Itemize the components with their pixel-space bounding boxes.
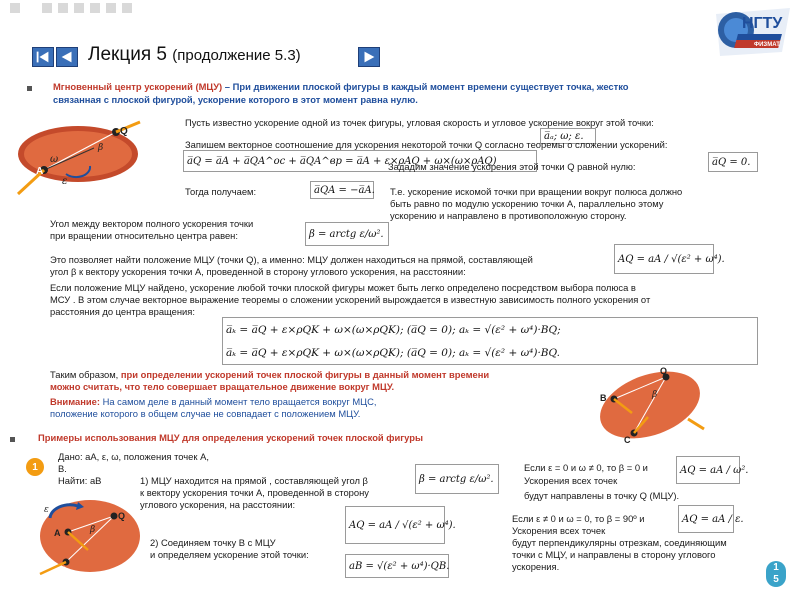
case2-line-1: Если ε ≠ 0 и ω = 0, то β = 90º и <box>512 513 645 524</box>
formula-example-AQ: AQ = aA / √(ε² + ω⁴). <box>345 506 445 544</box>
label-B: B <box>60 565 67 575</box>
given-line-1: Дано: aA, ε, ω, положения точек А, <box>58 451 209 462</box>
label-Q: Q <box>660 366 668 376</box>
text-position-line-2: угол β к вектору ускорения точки А, проведенной в сторону углового ускорения, на расстоянии: <box>50 266 466 277</box>
text-angle-line-1: Угол между вектором полного ускорения точки <box>50 218 254 229</box>
label-beta: β <box>652 390 658 400</box>
text-ie-line-1: Т.е. ускорение искомой точки при вращении вокруг полюса должно <box>390 186 683 197</box>
formula-example-aB: aB = √(ε² + ω⁴)·QB. <box>345 554 449 578</box>
formula-given: a̅ₐ; ω; ε. <box>540 128 596 144</box>
text-then: Тогда получаем: <box>185 186 257 197</box>
case1-line-3: будут направлены в точку Q (МЦУ). <box>524 490 680 501</box>
decor-square <box>122 3 132 13</box>
label-B: B <box>600 393 607 403</box>
page-number-badge: 1 5 <box>766 561 786 587</box>
text-found-line-3: расстояния до центра вращения: <box>50 306 195 317</box>
text-ie-line-2: быть равно по модулю ускорению точки А, параллельно этому <box>390 198 664 209</box>
formula-theorem: a̅Q = a̅A + a̅QA^ос + a̅QA^вр = a̅A + ε×ρAQ + ω×(ω×ρAQ) <box>183 150 537 172</box>
page-subtitle: (продолжение 5.3) <box>172 47 301 64</box>
decor-square <box>10 3 20 13</box>
formula-then: a̅QA = −a̅A. <box>310 181 374 199</box>
bullet <box>10 437 15 442</box>
step2-line-1: 2) Соединяем точку В с МЦУ <box>150 537 276 548</box>
label-Q: Q <box>118 511 126 521</box>
definition-line-1: Мгновенный центр ускорений (МЦУ) – При движении плоской фигуры в каждый момент времени существует точка, жестко <box>53 81 629 92</box>
decor-square <box>74 3 84 13</box>
definition-line-2: связанная с плоской фигурой, ускорение которого в этот момент равна нулю. <box>53 94 418 105</box>
formula-AQ: AQ = aA / √(ε² + ω⁴). <box>614 244 714 274</box>
step1-line-3: углового ускорения, на расстоянии: <box>140 499 296 510</box>
given-line-2: В. <box>58 463 67 474</box>
formula-example-beta: β = arctg ε/ω². <box>415 464 499 494</box>
figure-plate-3 <box>30 488 150 583</box>
text-found-line-2: МСУ . В этом случае векторное выражение теоремы о сложении ускорений вырождается в известную зависимость полного ускорения от <box>50 294 651 305</box>
example-number-badge: 1 <box>26 458 44 476</box>
label-A: A <box>54 528 61 538</box>
attention-line-2: положение которого в общем случае не совпадает с положением МЦУ. <box>50 408 361 419</box>
svg-text:НГТУ: НГТУ <box>742 15 783 32</box>
label-C: C <box>624 435 631 445</box>
figure-plate-1 <box>6 112 166 217</box>
text-known-acceleration: Пусть известно ускорение одной из точек фигуры, угловая скорость и угловое ускорение вокруг этой точки: <box>185 117 654 128</box>
case2-line-3: будут перпендикулярны отрезкам, соединяющим <box>512 537 727 548</box>
formula-row-1: a̅ₖ = a̅Q + ε×ρQK + ω×(ω×ρQK); (a̅Q = 0); aₖ = √(ε² + ω⁴)·BQ; <box>226 323 561 336</box>
case2-line-2: Ускорения всех точек <box>512 525 606 536</box>
label-epsilon: ε <box>44 505 49 515</box>
formula-beta: β = arctg ε/ω². <box>305 222 389 246</box>
case1-line-1: Если ε = 0 и ω ≠ 0, то β = 0 и <box>524 462 648 473</box>
conclusion-line-2: можно считать, что тело совершает вращательное движение вокруг МЦУ. <box>50 381 395 392</box>
text-zero-q: Зададим значение ускорения этой точки Q равной нулю: <box>388 161 636 172</box>
formula-system <box>222 317 758 365</box>
first-slide-button[interactable] <box>32 47 54 67</box>
text-theorem: Запишем векторное соотношение для ускорения некоторой точки Q согласно теоремы о сложении ускорений: <box>185 139 668 150</box>
label-beta: β <box>90 525 96 535</box>
text-angle-line-2: при вращении относительно центра равен: <box>50 230 238 241</box>
label-A: A <box>36 166 44 177</box>
conclusion-line-1: Таким образом, при определении ускорений точек плоской фигуры в данный момент времени <box>50 369 490 380</box>
decor-square <box>90 3 100 13</box>
formula-case1: AQ = aA / ω². <box>676 456 740 484</box>
step2-line-2: и определяем ускорение этой точки: <box>150 549 309 560</box>
university-logo <box>712 4 794 60</box>
case2-line-4: точки с МЦУ, и направлены в сторону углового <box>512 549 716 560</box>
step1-line-1: 1) МЦУ находится на прямой , составляющей угол β <box>140 475 368 486</box>
svg-text:ФИЗМАТ: ФИЗМАТ <box>754 42 780 48</box>
page-title: Лекция 5 (продолжение 5.3) <box>88 44 301 65</box>
prev-slide-button[interactable] <box>56 47 78 67</box>
attention-line-1: Внимание: На самом деле в данный момент тело вращается вокруг МЦС, <box>50 396 377 407</box>
case2-line-5: ускорения. <box>512 561 560 572</box>
formula-case2: AQ = aA / ε. <box>678 505 734 533</box>
text-found-line-1: Если положение МЦУ найдено, ускорение любой точки плоской фигуры может быть легко определено посредством выбора полюса в <box>50 282 636 293</box>
figure-plate-2 <box>592 365 712 450</box>
label-beta: β <box>98 143 104 153</box>
bullet <box>27 86 32 91</box>
text-position-line-1: Это позволяет найти положение МЦУ (точки Q), а именно: МЦУ должен находиться на прямой, составляющей <box>50 254 533 265</box>
case1-line-2: Ускорения всех точек <box>524 475 618 486</box>
formula-row-2: a̅ₖ = a̅Q + ε×ρQK + ω×(ω×ρQK); (a̅Q = 0); aₖ = √(ε² + ω⁴)·BQ. <box>226 346 560 359</box>
step1-line-2: к вектору ускорения точки А, проведенной в сторону <box>140 487 369 498</box>
decor-square <box>42 3 52 13</box>
next-slide-button[interactable] <box>358 47 380 67</box>
examples-heading: Примеры использования МЦУ для определения ускорений точек плоской фигуры <box>38 432 423 443</box>
label-omega: ω <box>50 154 59 165</box>
decor-square <box>58 3 68 13</box>
formula-zero: a̅Q = 0. <box>708 152 758 172</box>
label-epsilon: ε <box>62 176 68 187</box>
decor-square <box>106 3 116 13</box>
label-Q: Q <box>120 126 128 137</box>
text-ie-line-3: ускорению и направлено в противоположную сторону. <box>390 210 627 221</box>
given-line-3: Найти: aB <box>58 475 102 486</box>
